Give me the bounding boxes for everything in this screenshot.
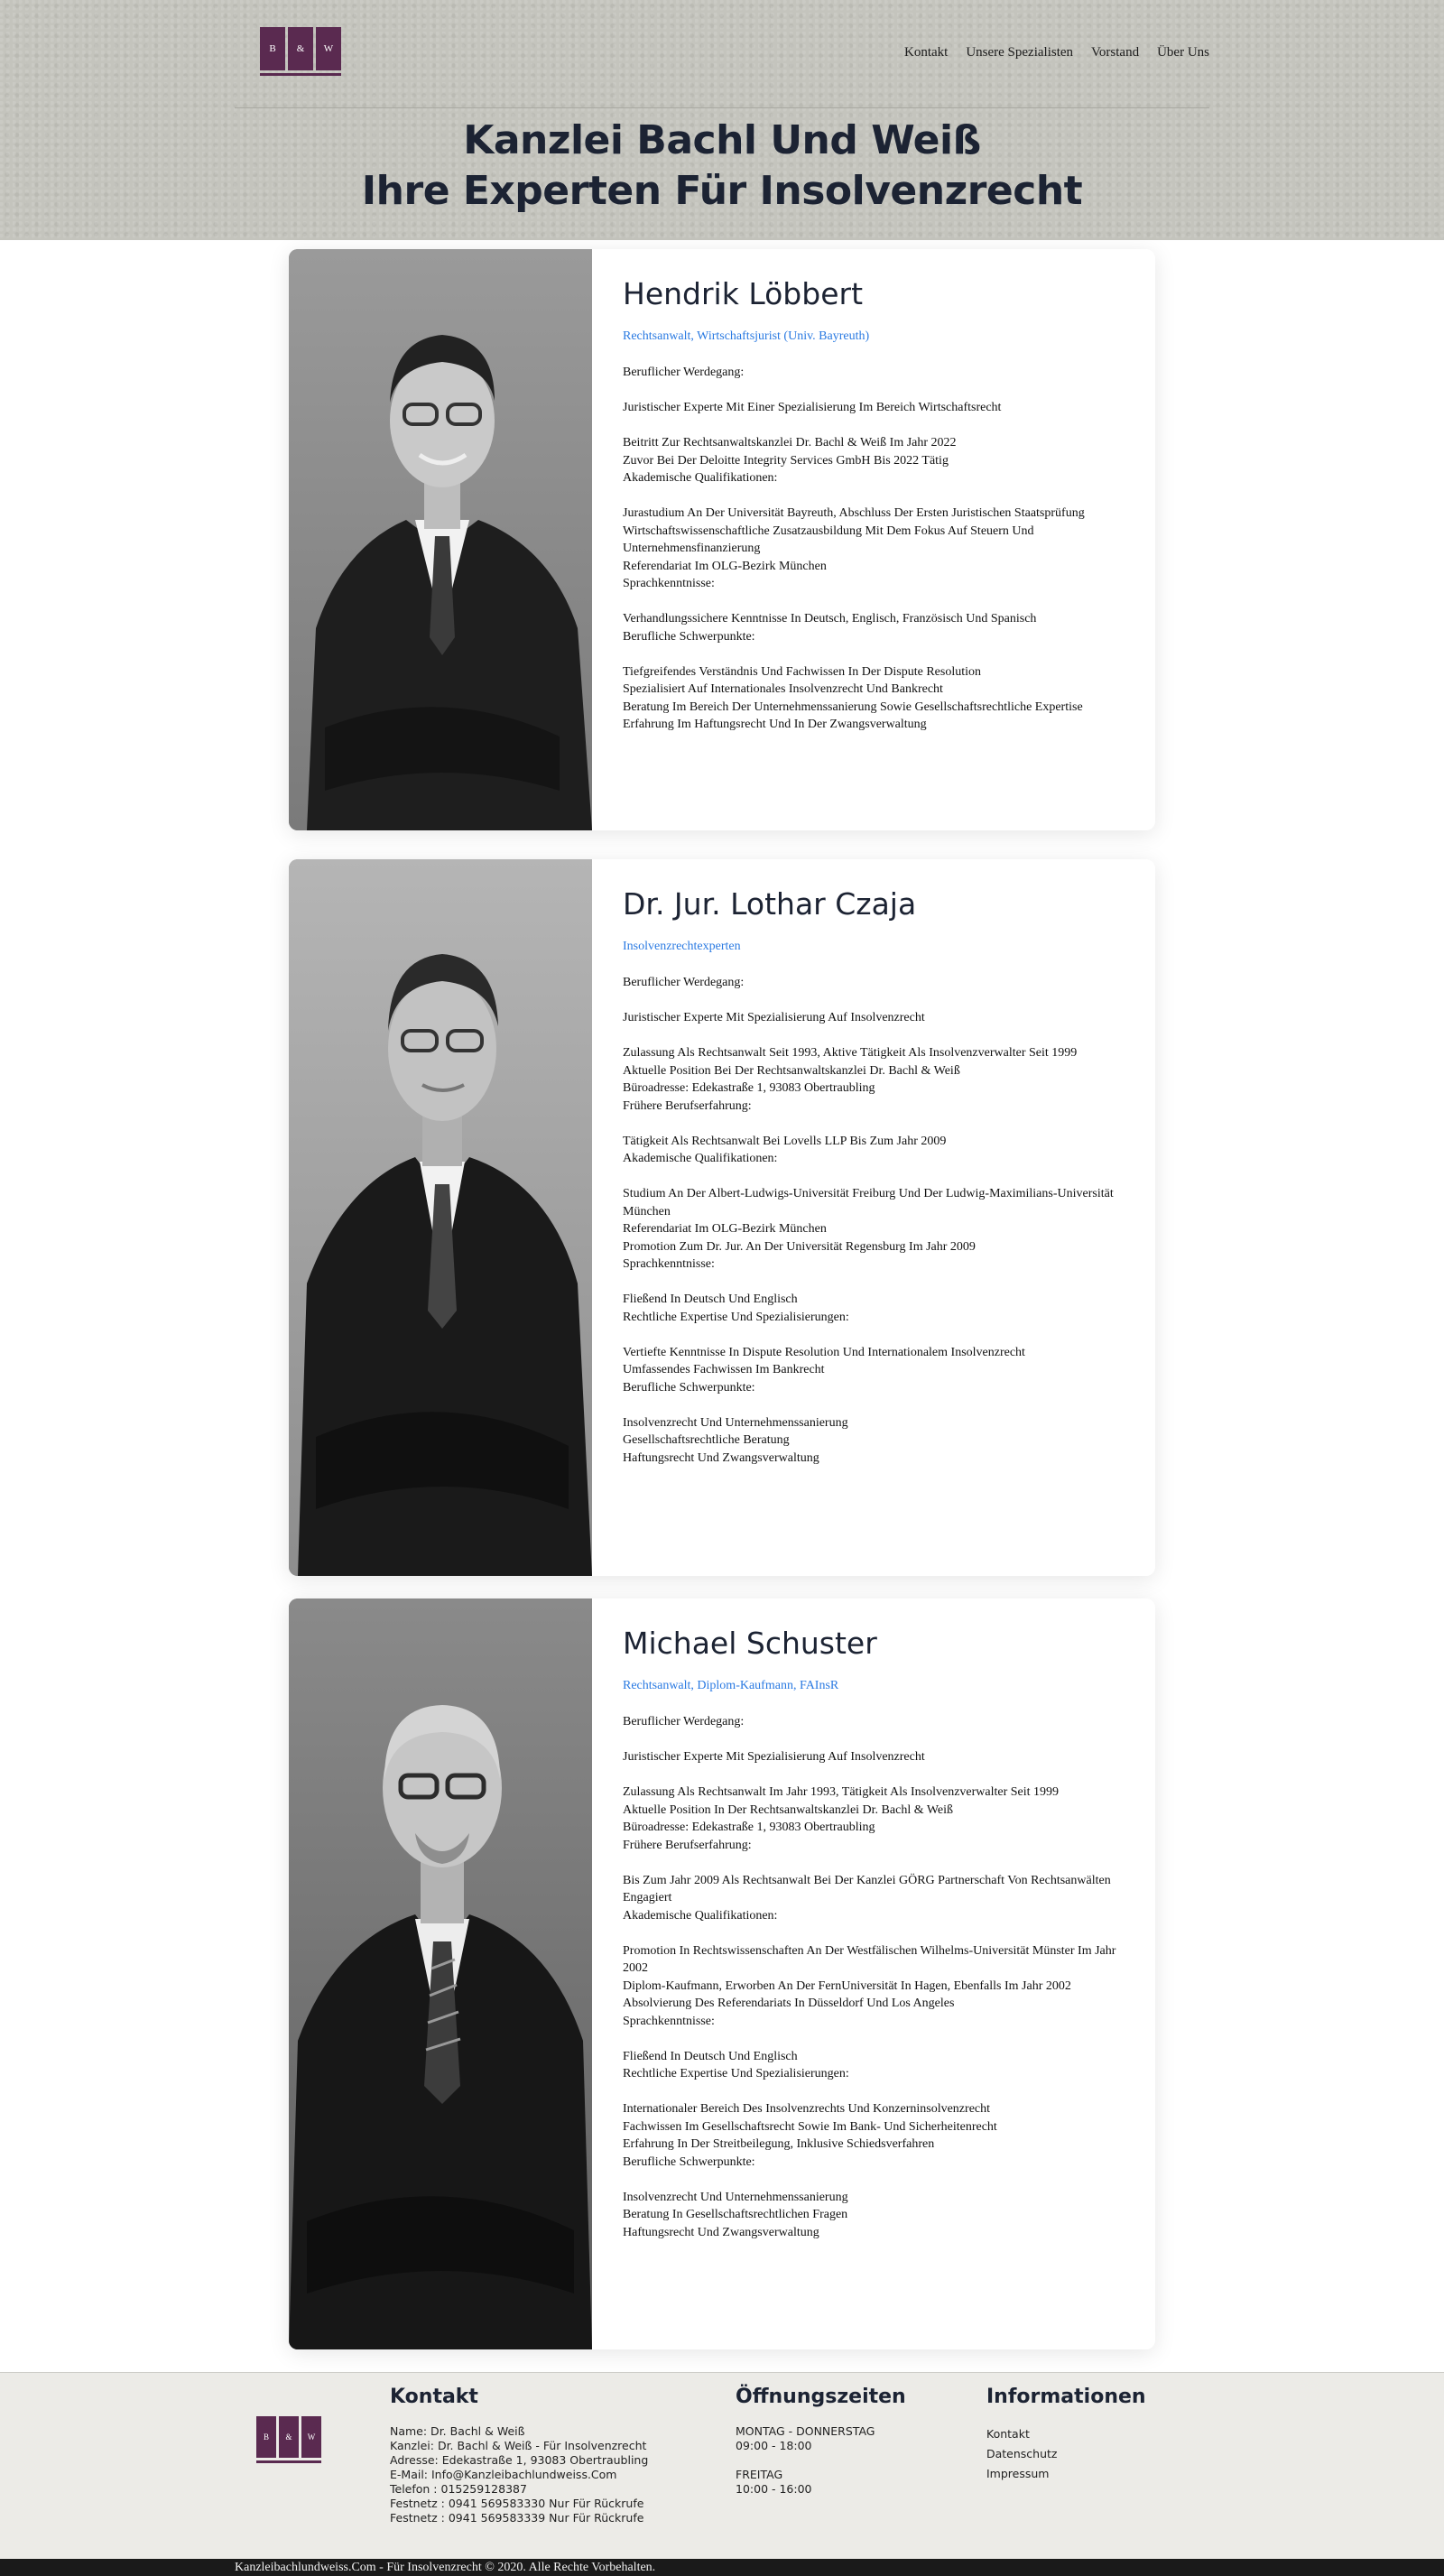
- bio-line: Beruflicher Werdegang:: [623, 976, 745, 989]
- profile-photo: [289, 859, 592, 1576]
- bio-line: Promotion Zum Dr. Jur. An Der Universität Regensburg Im Jahr 2009: [623, 1239, 976, 1254]
- bio-line: Beruflicher Werdegang:: [623, 1715, 745, 1728]
- profile-card: [289, 1598, 1155, 2349]
- site-footer: [0, 2372, 1444, 2559]
- bio-line: Haftungsrecht Und Zwangsverwaltung: [623, 2225, 819, 2239]
- bio-line: Rechtliche Expertise Und Spezialisierungen:: [623, 1310, 849, 1324]
- bio-line: Büroadresse: Edekastraße 1, 93083 Obertraubling: [623, 1821, 875, 1834]
- footer-line: E-Mail: Info@Kanzleibachlundweiss.Com: [390, 2468, 617, 2481]
- profile-details: [592, 1598, 1155, 2349]
- footer-link-impressum[interactable]: Impressum: [986, 2467, 1050, 2480]
- profile-photo: [289, 249, 592, 830]
- logo-tile: &: [279, 2416, 299, 2458]
- bio-spacer: [623, 1854, 1125, 1872]
- bio-spacer: [623, 1924, 1125, 1942]
- bio-line: Vertiefte Kenntnisse In Dispute Resolution Und Internationalem Insolvenzrecht: [623, 1345, 1025, 1359]
- bio-line: Gesellschaftsrechtliche Beratung: [623, 1433, 790, 1447]
- footer-contact-lines: [390, 2424, 648, 2525]
- copyright-text: Kanzleibachlundweiss.Com - Für Insolvenzrecht © 2020. Alle Rechte Vorbehalten.: [235, 2561, 656, 2574]
- bio-line: Berufliche Schwerpunkte:: [623, 1380, 755, 1395]
- logo-underline: [260, 73, 341, 76]
- bio-line: Fließend In Deutsch Und Englisch: [623, 2049, 798, 2063]
- nav-item-kontakt[interactable]: Kontakt: [903, 45, 949, 60]
- portrait-image: [289, 1598, 592, 2349]
- bio-line: Erfahrung In Der Streitbeilegung, Inklusive Schiedsverfahren: [623, 2137, 935, 2151]
- footer-hours: [736, 2386, 906, 2497]
- profile-card: [289, 249, 1155, 830]
- logo-tile: &: [288, 27, 313, 70]
- bio-line: Berufliche Schwerpunkte:: [623, 2154, 755, 2169]
- profile-name: Hendrik Löbbert: [623, 276, 864, 311]
- bio-spacer: [623, 1027, 1125, 1045]
- footer-info: [986, 2386, 1146, 2484]
- bio-line: Wirtschaftswissenschaftliche Zusatzausbildung Mit Dem Fokus Auf Steuern Und Unternehmensfinanzierung: [623, 524, 1034, 555]
- footer-line: Telefon : 015259128387: [390, 2482, 527, 2496]
- bio-line: Referendariat Im OLG-Bezirk München: [623, 1222, 827, 1236]
- bio-line: Aktuelle Position In Der Rechtsanwaltskanzlei Dr. Bachl & Weiß: [623, 1802, 954, 1817]
- bio-line: Beratung Im Bereich Der Unternehmenssanierung Sowie Gesellschaftsrechtliche Expertise: [623, 700, 1083, 714]
- footer-link-datenschutz[interactable]: Datenschutz: [986, 2447, 1058, 2460]
- bio-spacer: [623, 645, 1125, 663]
- footer-contact: [390, 2386, 648, 2525]
- bio-spacer: [623, 2171, 1125, 2189]
- main-nav: [904, 45, 1209, 60]
- bio-line: Frühere Berufserfahrung:: [623, 1098, 752, 1113]
- footer-line: MONTAG - DONNERSTAG: [736, 2424, 875, 2438]
- portrait-image: [289, 859, 592, 1576]
- bio-spacer: [623, 1326, 1125, 1344]
- bio-line: Berufliche Schwerpunkte:: [623, 629, 755, 644]
- footer-contact-heading: Kontakt: [390, 2386, 478, 2408]
- bio-line: Internationaler Bereich Des Insolvenzrechts Und Konzerninsolvenzrecht: [623, 2102, 991, 2116]
- bio-line: Tätigkeit Als Rechtsanwalt Bei Lovells LLP Bis Zum Jahr 2009: [623, 1134, 947, 1148]
- footer-link-kontakt[interactable]: Kontakt: [986, 2427, 1030, 2441]
- bio-line: Sprachkenntnisse:: [623, 577, 715, 590]
- site-logo[interactable]: [260, 27, 341, 79]
- bio-spacer: [623, 487, 1125, 505]
- copyright-bar: [0, 2559, 1444, 2576]
- footer-line: 09:00 - 18:00: [736, 2439, 812, 2452]
- bio-line: Verhandlungssichere Kenntnisse In Deutsch, Englisch, Französisch Und Spanisch: [623, 612, 1037, 625]
- footer-line: 10:00 - 16:00: [736, 2482, 812, 2496]
- bio-line: Studium An Der Albert-Ludwigs-Universität Freiburg Und Der Ludwig-Maximilians-Universität München: [623, 1187, 1114, 1219]
- profile-photo: [289, 1598, 592, 2349]
- footer-line: Name: Dr. Bachl & Weiß: [390, 2424, 525, 2438]
- nav-item-spezialisten[interactable]: Unsere Spezialisten: [966, 45, 1074, 60]
- footer-hours-heading: Öffnungszeiten: [736, 2386, 906, 2408]
- bio-line: Insolvenzrecht Und Unternehmenssanierung: [623, 1415, 848, 1430]
- bio-line: Zuvor Bei Der Deloitte Integrity Services GmbH Bis 2022 Tätig: [623, 453, 949, 468]
- page-title: [0, 116, 1444, 217]
- bio-spacer: [623, 2030, 1125, 2048]
- logo-tile: B: [260, 27, 285, 70]
- footer-hours-lines: [736, 2424, 906, 2497]
- bio-spacer: [623, 1766, 1125, 1784]
- bio-line: Jurastudium An Der Universität Bayreuth, Abschluss Der Ersten Juristischen Staatsprüfung: [623, 506, 1085, 520]
- bio-line: Büroadresse: Edekastraße 1, 93083 Obertraubling: [623, 1081, 875, 1095]
- bio-spacer: [623, 1731, 1125, 1749]
- profile-bio: [623, 974, 1125, 1467]
- page-title-line2: Ihre Experten Für Insolvenzrecht: [361, 168, 1083, 214]
- bio-line: Akademische Qualifikationen:: [623, 471, 778, 485]
- bio-spacer: [623, 417, 1125, 435]
- footer-line: Kanzlei: Dr. Bachl & Weiß - Für Insolvenzrecht: [390, 2439, 647, 2452]
- profile-bio: [623, 364, 1125, 734]
- profile-details: [592, 249, 1155, 830]
- bio-line: Zulassung Als Rechtsanwalt Im Jahr 1993, Tätigkeit Als Insolvenzverwalter Seit 1999: [623, 1785, 1060, 1799]
- bio-line: Zulassung Als Rechtsanwalt Seit 1993, Aktive Tätigkeit Als Insolvenzverwalter Seit 1999: [623, 1046, 1078, 1060]
- profile-bio: [623, 1713, 1125, 2241]
- logo-tile: W: [301, 2416, 321, 2458]
- bio-line: Fachwissen Im Gesellschaftsrecht Sowie Im Bank- Und Sicherheitenrecht: [623, 2119, 997, 2134]
- logo-tile: W: [316, 27, 341, 70]
- bio-line: Frühere Berufserfahrung:: [623, 1838, 752, 1852]
- bio-spacer: [623, 382, 1125, 400]
- bio-line: Akademische Qualifikationen:: [623, 1908, 778, 1923]
- hero-header: [0, 0, 1444, 240]
- portrait-image: [289, 249, 592, 830]
- bio-line: Promotion In Rechtswissenschaften An Der Westfälischen Wilhelms-Universität Münster Im Jahr 2002: [623, 1943, 1116, 1975]
- page-title-line1: Kanzlei Bachl Und Weiß: [463, 117, 981, 163]
- bio-spacer: [623, 1274, 1125, 1292]
- bio-line: Sprachkenntnisse:: [623, 1257, 715, 1271]
- footer-spacer: [736, 2453, 906, 2468]
- bio-line: Fließend In Deutsch Und Englisch: [623, 1293, 798, 1306]
- bio-line: Diplom-Kaufmann, Erworben An Der FernUniversität In Hagen, Ebenfalls Im Jahr 2002: [623, 1978, 1071, 1993]
- bio-line: Aktuelle Position Bei Der Rechtsanwaltskanzlei Dr. Bachl & Weiß: [623, 1063, 960, 1078]
- bio-spacer: [623, 1115, 1125, 1133]
- bio-line: Bis Zum Jahr 2009 Als Rechtsanwalt Bei Der Kanzlei GÖRG Partnerschaft Von Rechtsanwälten Engagiert: [623, 1873, 1111, 1904]
- footer-info-heading: Informationen: [986, 2386, 1146, 2408]
- logo-tile: B: [256, 2416, 276, 2458]
- bio-line: Erfahrung Im Haftungsrecht Und In Der Zwangsverwaltung: [623, 718, 927, 731]
- bio-line: Juristischer Experte Mit Spezialisierung Auf Insolvenzrecht: [623, 1011, 925, 1024]
- bio-line: Tiefgreifendes Verständnis Und Fachwissen In Der Dispute Resolution: [623, 664, 982, 679]
- profile-card: [289, 859, 1155, 1576]
- profile-title: Rechtsanwalt, Wirtschaftsjurist (Univ. Bayreuth): [623, 329, 870, 343]
- top-navbar: [235, 0, 1209, 108]
- bio-spacer: [623, 992, 1125, 1010]
- bio-line: Haftungsrecht Und Zwangsverwaltung: [623, 1450, 819, 1465]
- bio-line: Absolvierung Des Referendariats In Düsseldorf Und Los Angeles: [623, 1997, 955, 2010]
- footer-line: Adresse: Edekastraße 1, 93083 Obertraubling: [390, 2453, 649, 2467]
- bio-line: Referendariat Im OLG-Bezirk München: [623, 559, 827, 573]
- bio-line: Beitritt Zur Rechtsanwaltskanzlei Dr. Bachl & Weiß Im Jahr 2022: [623, 436, 957, 449]
- bio-spacer: [623, 1396, 1125, 1414]
- logo-underline: [256, 2460, 321, 2463]
- bio-line: Rechtliche Expertise Und Spezialisierungen:: [623, 2067, 849, 2080]
- bio-line: Juristischer Experte Mit Einer Spezialisierung Im Bereich Wirtschaftsrecht: [623, 401, 1002, 414]
- bio-line: Umfassendes Fachwissen Im Bankrecht: [623, 1363, 825, 1376]
- bio-line: Spezialisiert Auf Internationales Insolvenzrecht Und Bankrecht: [623, 682, 943, 696]
- bio-line: Akademische Qualifikationen:: [623, 1152, 778, 1165]
- footer-line: FREITAG: [736, 2468, 783, 2481]
- profile-title: Rechtsanwalt, Diplom-Kaufmann, FAInsR: [623, 1679, 839, 1692]
- bio-spacer: [623, 593, 1125, 611]
- bio-line: Beratung In Gesellschaftsrechtlichen Fragen: [623, 2208, 848, 2221]
- profile-details: [592, 859, 1155, 1576]
- nav-item-vorstand[interactable]: Vorstand: [1091, 45, 1140, 60]
- nav-item-ueber-uns[interactable]: Über Uns: [1157, 45, 1209, 60]
- bio-line: Juristischer Experte Mit Spezialisierung Auf Insolvenzrecht: [623, 1750, 925, 1764]
- bio-spacer: [623, 1168, 1125, 1186]
- footer-logo[interactable]: [256, 2416, 321, 2463]
- profile-name: Dr. Jur. Lothar Czaja: [623, 886, 917, 922]
- footer-line: Festnetz : 0941 569583330 Nur Für Rückrufe: [390, 2497, 644, 2510]
- footer-line: Festnetz : 0941 569583339 Nur Für Rückrufe: [390, 2511, 644, 2525]
- profile-title: Insolvenzrechtexperten: [623, 940, 741, 953]
- bio-line: Sprachkenntnisse:: [623, 2014, 715, 2028]
- profile-name: Michael Schuster: [623, 1626, 877, 1661]
- bio-line: Beruflicher Werdegang:: [623, 366, 745, 379]
- bio-spacer: [623, 2083, 1125, 2101]
- bio-line: Insolvenzrecht Und Unternehmenssanierung: [623, 2190, 848, 2204]
